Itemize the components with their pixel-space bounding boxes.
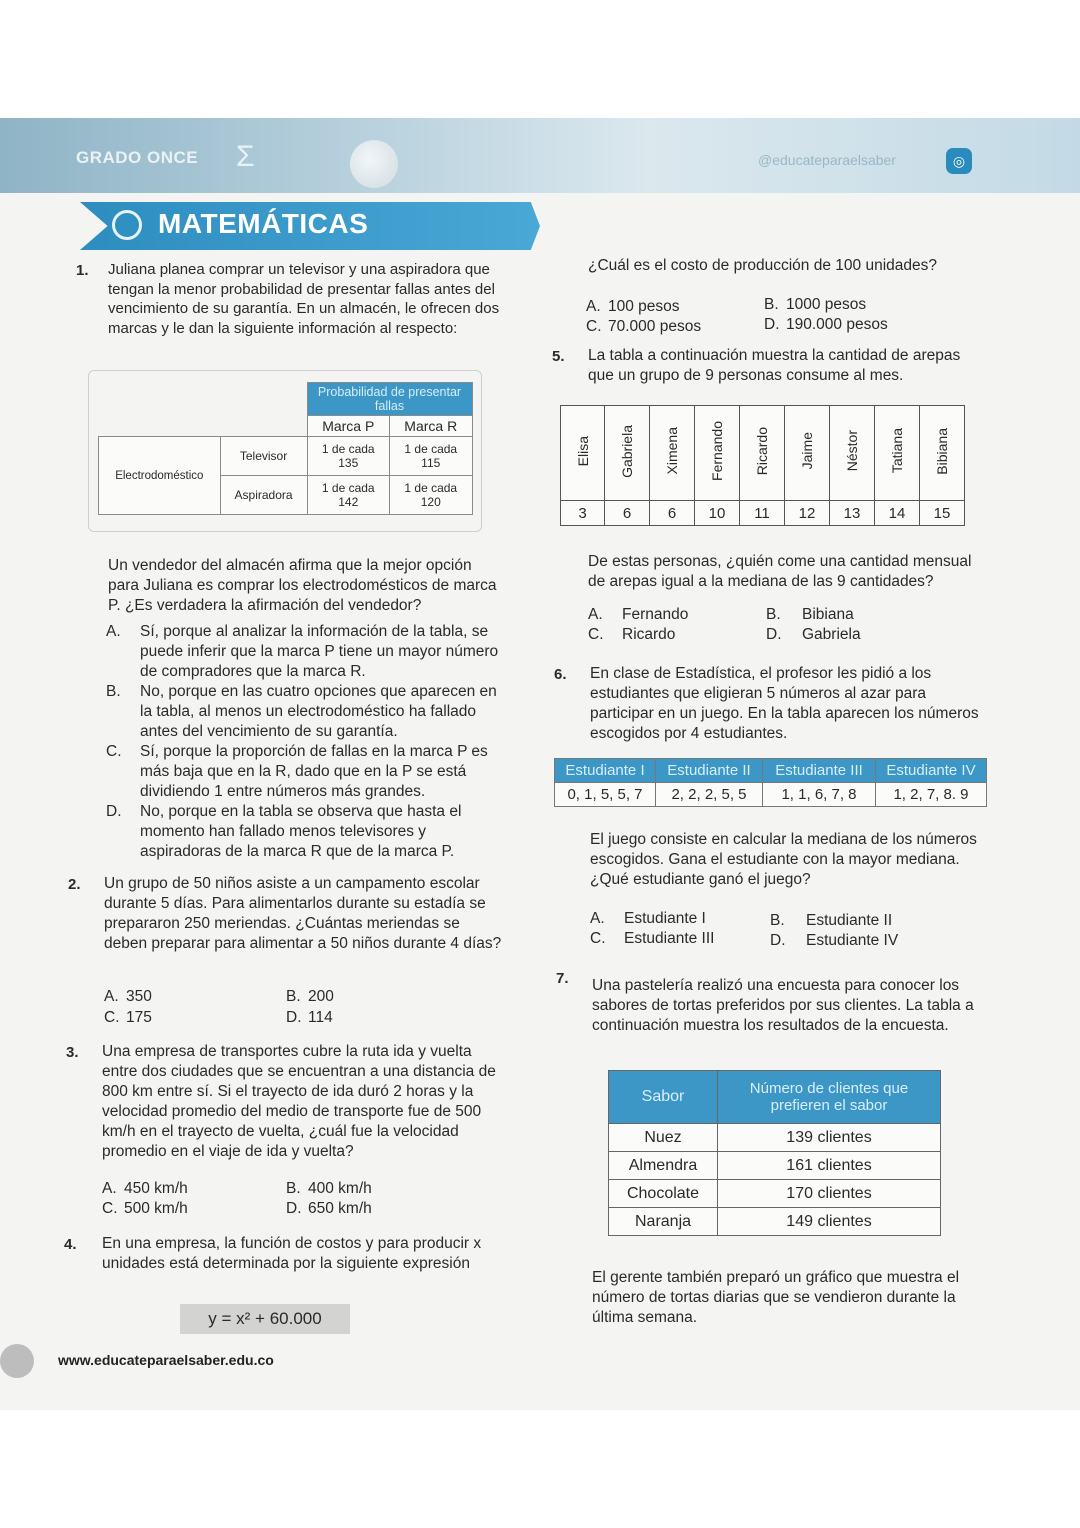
q2-text: Un grupo de 50 niños asiste a un campamento escolar durante 5 días. Para alimentarlos durante su estadía se prepararon 250 meriendas. ¿Cuántas meriendas se deben preparar para alimentar a 50 niños durante 4 días? bbox=[104, 875, 502, 952]
q6-header: Estudiante IV bbox=[876, 759, 987, 783]
q4-text: En una empresa, la función de costos y para producir x unidades está determinada por la siguiente expresión bbox=[102, 1235, 482, 1272]
q6-opt-b: B. Estudiante II bbox=[770, 912, 893, 929]
q7-sabor: Naranja bbox=[609, 1208, 718, 1236]
q1-opt-b: No, porque en las cuatro opciones que aparecen en la tabla, al menos un electrodoméstico ha fallado antes del vencimiento de su garantía. bbox=[140, 683, 497, 740]
q5-name: Ricardo bbox=[754, 426, 770, 476]
q5-opt-b: B. Bibiana bbox=[766, 606, 854, 623]
q3-text: Una empresa de transportes cubre la ruta ida y vuelta entre dos ciudades que se encuentran a una distancia de 800 km entre sí. Si el trayecto de ida duró 2 horas y la velocidad promedio del medio de transporte fue de 500 km/h en el trayecto de vuelta, ¿cuál fue la velocidad promedio en el viaje de ida y vuelta? bbox=[102, 1043, 496, 1160]
q7-clientes: 139 clientes bbox=[718, 1124, 941, 1152]
q5-value: 12 bbox=[785, 501, 830, 526]
q6-opt-d: D. Estudiante IV bbox=[770, 932, 899, 949]
q4-opt-a: A. 100 pesos bbox=[586, 298, 680, 315]
q5-question: De estas personas, ¿quién come una cantidad mensual de arepas igual a la mediana de las 9 cantidades? bbox=[588, 553, 972, 590]
q1-vacuum-p: 1 de cada 142 bbox=[307, 476, 390, 515]
q6-question: El juego consiste en calcular la mediana de los números escogidos. Gana el estudiante con la mayor mediana. ¿Qué estudiante ganó el juego? bbox=[590, 831, 977, 888]
q7-after: El gerente también preparó un gráfico que muestra el número de tortas diarias que se vendieron durante la última semana. bbox=[592, 1269, 960, 1326]
q5-value: 3 bbox=[561, 501, 605, 526]
q1-brand-r: Marca R bbox=[390, 416, 473, 437]
q1-brand-p: Marca P bbox=[307, 416, 390, 437]
q7-sabor: Chocolate bbox=[609, 1180, 718, 1208]
q7-clientes: 149 clientes bbox=[718, 1208, 941, 1236]
q7-text: Una pastelería realizó una encuesta para conocer los sabores de tortas preferidos por sus clientes. La tabla a continuación muestra los resultados de la encuesta. bbox=[592, 977, 974, 1034]
q1-opt-a-letter: A. bbox=[106, 623, 121, 640]
q2-opt-d: D. 114 bbox=[286, 1009, 333, 1026]
page-number-badge bbox=[0, 1344, 34, 1378]
q7-sabor: Nuez bbox=[609, 1124, 718, 1152]
q1-table bbox=[98, 382, 473, 515]
q5-text: La tabla a continuación muestra la cantidad de arepas que un grupo de 9 personas consume al mes. bbox=[588, 347, 961, 384]
q6-value: 2, 2, 2, 5, 5 bbox=[656, 783, 763, 807]
instagram-icon: ◎ bbox=[946, 148, 972, 174]
q7-clientes: 161 clientes bbox=[718, 1152, 941, 1180]
q2-opt-b: B. 200 bbox=[286, 988, 334, 1005]
q5-value: 13 bbox=[830, 501, 875, 526]
q7-col-clientes: Número de clientes que prefieren el sabor bbox=[718, 1071, 941, 1124]
q1-vacuum-r: 1 de cada 120 bbox=[390, 476, 473, 515]
q4-question: ¿Cuál es el costo de producción de 100 unidades? bbox=[588, 257, 937, 274]
q4-opt-c: C. 70.000 pesos bbox=[586, 318, 702, 335]
q5-value: 6 bbox=[650, 501, 695, 526]
q4-formula: y = x² + 60.000 bbox=[180, 1304, 350, 1334]
section-title: MATEMÁTICAS bbox=[158, 208, 369, 239]
q5-name: Jaime bbox=[799, 432, 815, 470]
q7-number: 7. bbox=[556, 970, 569, 987]
q6-text: En clase de Estadística, el profesor les pidió a los estudiantes que eligieran 5 números al azar para participar en un juego. En la tabla aparecen los números escogidos por 4 estudiantes. bbox=[590, 665, 979, 742]
q2-number: 2. bbox=[68, 876, 81, 893]
social-handle: @educateparaelsaber bbox=[758, 152, 896, 168]
q5-value: 11 bbox=[740, 501, 785, 526]
footer-url[interactable]: www.educateparaelsaber.edu.co bbox=[58, 1352, 274, 1368]
q1-opt-d-letter: D. bbox=[106, 803, 122, 820]
q6-opt-a: A. Estudiante I bbox=[590, 910, 706, 927]
q5-value: 14 bbox=[875, 501, 920, 526]
q1-opt-d: No, porque en la tabla se observa que hasta el momento han fallado menos televisores y aspiradoras de la marca R que de la marca P. bbox=[140, 803, 462, 860]
q3-opt-d: D. 650 km/h bbox=[286, 1200, 372, 1217]
q7-sabor: Almendra bbox=[609, 1152, 718, 1180]
section-icon bbox=[112, 210, 142, 240]
q5-name: Néstor bbox=[844, 430, 860, 472]
q5-value: 6 bbox=[605, 501, 650, 526]
q1-tv-r: 1 de cada 115 bbox=[390, 437, 473, 476]
q1-text: Juliana planea comprar un televisor y una aspiradora que tengan la menor probabilidad de presentar fallas antes del vencimiento de su garantía. En un almacén, le ofrecen dos marcas y le dan la siguiente información al respecto: bbox=[108, 261, 500, 337]
q5-number: 5. bbox=[552, 348, 565, 365]
q6-header: Estudiante III bbox=[763, 759, 876, 783]
worksheet-page bbox=[0, 118, 1080, 1410]
q5-table bbox=[560, 405, 965, 526]
q6-value: 1, 2, 7, 8. 9 bbox=[876, 783, 987, 807]
q6-header: Estudiante II bbox=[656, 759, 763, 783]
q6-table bbox=[554, 758, 987, 807]
q1-number: 1. bbox=[76, 262, 89, 279]
q4-number: 4. bbox=[64, 1236, 77, 1253]
q7-col-sabor: Sabor bbox=[609, 1071, 718, 1124]
q1-row-group: Electrodoméstico bbox=[99, 437, 221, 515]
q5-opt-a: A. Fernando bbox=[588, 606, 689, 623]
q5-value: 15 bbox=[920, 501, 965, 526]
q6-opt-c: C. Estudiante III bbox=[590, 930, 715, 947]
q3-opt-a: A. 450 km/h bbox=[102, 1180, 188, 1197]
q5-name: Gabriela bbox=[619, 424, 635, 478]
q6-header: Estudiante I bbox=[555, 759, 656, 783]
q5-opt-d: D. Gabriela bbox=[766, 626, 861, 643]
q5-name: Elisa bbox=[574, 435, 591, 467]
q1-question: Un vendedor del almacén afirma que la mejor opción para Juliana es comprar los electrodomésticos de marca P. ¿Es verdadera la afirmación del vendedor? bbox=[108, 557, 497, 614]
q5-opt-c: C. Ricardo bbox=[588, 626, 676, 643]
q1-item-tv: Televisor bbox=[220, 437, 307, 476]
q7-table bbox=[608, 1070, 941, 1236]
q6-value: 1, 1, 6, 7, 8 bbox=[763, 783, 876, 807]
q6-value: 0, 1, 5, 5, 7 bbox=[555, 783, 656, 807]
q2-opt-a: A. 350 bbox=[104, 988, 152, 1005]
q5-name: Bibiana bbox=[934, 427, 950, 475]
q3-number: 3. bbox=[66, 1044, 79, 1061]
q4-opt-d: D. 190.000 pesos bbox=[764, 316, 888, 333]
q7-clientes: 170 clientes bbox=[718, 1180, 941, 1208]
q4-opt-b: B. 1000 pesos bbox=[764, 296, 867, 313]
q6-number: 6. bbox=[554, 666, 567, 683]
q1-tv-p: 1 de cada 135 bbox=[307, 437, 390, 476]
q1-opt-c: Sí, porque la proporción de fallas en la marca P es más baja que en la R, dado que en la P se está dividiendo 1 entre números más grandes. bbox=[140, 743, 488, 800]
q5-value: 10 bbox=[695, 501, 740, 526]
q1-item-vacuum: Aspiradora bbox=[220, 476, 307, 515]
q3-opt-b: B. 400 km/h bbox=[286, 1180, 372, 1197]
q5-name: Fernando bbox=[709, 421, 725, 481]
q5-name: Tatiana bbox=[889, 428, 905, 474]
q5-names-row bbox=[561, 406, 965, 501]
sigma-icon: Σ bbox=[236, 140, 255, 173]
q5-values-row bbox=[561, 501, 965, 526]
q2-opt-c: C. 175 bbox=[104, 1009, 152, 1026]
q1-table-header: Probabilidad de presentar fallas bbox=[307, 383, 472, 416]
soccer-ball-icon bbox=[350, 140, 398, 188]
grade-label: GRADO ONCE bbox=[76, 148, 199, 167]
q3-opt-c: C. 500 km/h bbox=[102, 1200, 188, 1217]
q1-opt-a: Sí, porque al analizar la información de la tabla, se puede inferir que la marca P tiene un mayor número de compradores que la marca R. bbox=[140, 623, 499, 680]
q1-opt-b-letter: B. bbox=[106, 683, 121, 700]
q5-name: Ximena bbox=[664, 427, 680, 475]
q1-opt-c-letter: C. bbox=[106, 743, 122, 760]
